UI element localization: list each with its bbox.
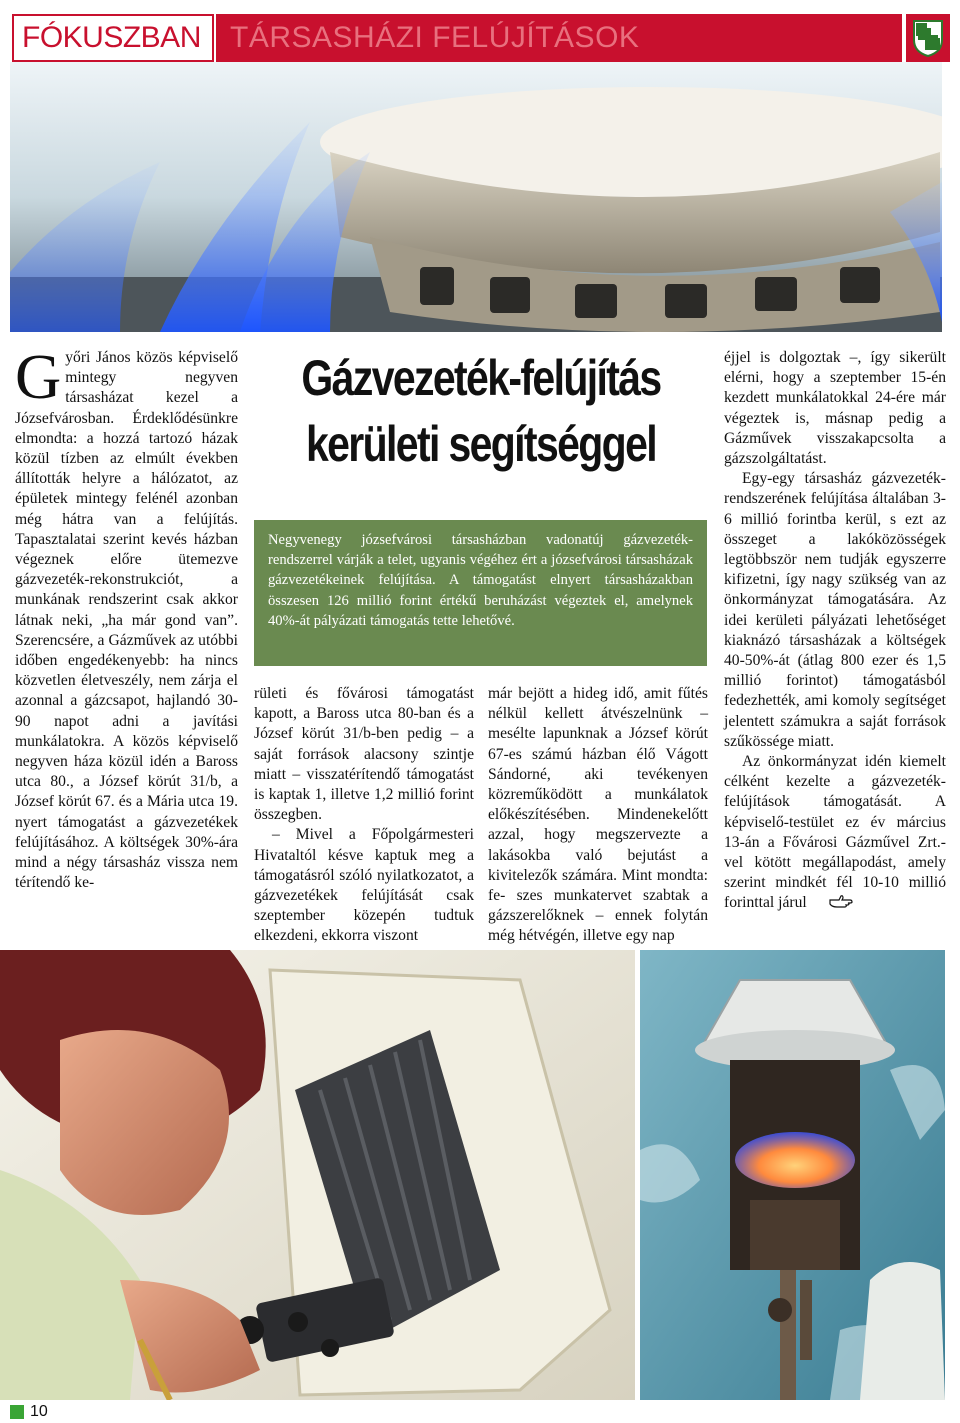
footer-green-square	[10, 1405, 24, 1419]
drop-cap: G	[15, 341, 62, 412]
district-crest-icon	[906, 14, 950, 62]
text-column-4	[724, 348, 946, 914]
water-heater-photo	[640, 950, 945, 1400]
text-column-3	[488, 684, 708, 947]
section-subtitle: TÁRSASHÁZI FELÚJÍTÁSOK	[216, 14, 902, 62]
gas-convector-photo	[0, 950, 635, 1400]
section-label: FÓKUSZBAN	[12, 14, 214, 62]
gas-burner-photo	[10, 62, 942, 332]
column-4-paragraph-1: éjjel is dolgoztak –, így sikerült elérni, hogy a szeptember 15-én kezdett munkálatokkal 24-ére már végeztek is, másnap pedig a Gázművek visszakapcsolta a gázszolgáltatást.	[724, 349, 946, 468]
page-number: 10	[30, 1403, 48, 1420]
column-2-paragraph-2: – Mivel a Főpolgármesteri Hivataltól késve kaptuk meg a támogatásról szóló nyilatkozatot, a gázvezetékek felújítását csak szeptember közepén tudtuk elkezdeni, ekkorra viszont	[254, 826, 474, 945]
article-headline	[297, 345, 666, 477]
article-lead: Negyvenegy józsefvárosi társasházban vadonatúj gázvezeték-rendszerrel várják a telet, ugyanis végéhez ért a józsefvárosi társasházak gázvezetékeinek felújítása. A támogatást elnyert társasházakban összesen 126 millió forint értékű beruházást végeztek el, amelynek 40%-át pályázati támogatás tette lehetővé.	[254, 520, 707, 666]
page-footer	[10, 1403, 48, 1421]
column-1-text: yőri János közös képviselő mintegy negyven társasházat kezel a Józsefvárosban. Érdeklődésünkre elmondta: a hozzá tartozó házak közül tízben az elmúlt években állították helyre a hálózatot, az épületek mintegy felénél azonban még hátra van a felújítás. Tapasztalatai szerint kevés házban végeznek előre ütemezve gázvezeték-rekonstrukciót, a munkának rendszerint csak akkor látnak neki, „ha már gond van”. Szerencsére, a Gázművek az utóbbi időben engedékenyebb: ha nincs közvetlen életveszély, nem zárja el azonnal a gázcsapot, hajlandó 30-90 napot adni a javítási munkálatokra. A közös képviselő negyven háza közül idén a Baross utca 80., a József körút 31/b, a József körút 67. és a Mária utca 19. nyert támogatást a gázvezetékek felújításához. A költségek 30%-ára mind a négy társasház vissza nem térítendő ke-	[15, 349, 238, 892]
column-2-paragraph-1: rületi és fővárosi támogatást kapott, a Baross utca 80-ban és a József körút 31/b-ben pedig – a saját források alacsony szintje miatt – visszatérítendő támogatást is kaptak 1, illetve 1,2 millió forint összegben.	[254, 685, 474, 824]
pointing-hand-icon	[811, 894, 853, 914]
column-4-paragraph-3: Az önkormányzat idén kiemelt célként kezelte a gázvezeték-felújítások támogatását. A képviselő-testület ez év március 13-án a Fővárosi Gázművel Zrt.-vel kötött megállapodást, amely szerint mindkét fél 10-10 millió forinttal járul	[724, 753, 946, 912]
text-column-2	[254, 684, 474, 947]
column-3-paragraph: már bejött a hideg idő, amit fűtés nélkül kellett átvészelnünk – mesélte lapunknak a József körút 67-es számú házban élő Vágott Sándorné, aki tevékenyen közreműködött a munkálatok előkészítésében. Mindenekelőtt azzal, hogy megszervezte a lakásokba való bejutást a kivitelezők számára. Mint mondta: fe- szes munkatervet szabtak a gázszerelőknek – ennek folytán még hétvégén, illetve egy nap	[488, 685, 708, 945]
headline-line-1: Gázvezeték-felújítás	[301, 350, 661, 406]
text-column-1	[15, 341, 238, 893]
column-4-paragraph-2: Egy-egy társasház gázvezeték-rendszerének felújítása általában 3-6 millió forintba kerül, s ezt az összeget a lakóközösségek legtöbbször nem tudják egyszerre kifizetni, így nagy szükség van az önkormányzat támogatására. Az idei kerületi pályázati lehetőséget kiaknázó társasházak a költségek 40-50%-át (átlag 800 ezer és 1,5 millió forintot) támogatásból fedezhették, ami komoly segítséget jelentett számukra a saját források szűkössége miatt.	[724, 470, 946, 750]
headline-line-2: kerületi segítséggel	[305, 416, 657, 472]
